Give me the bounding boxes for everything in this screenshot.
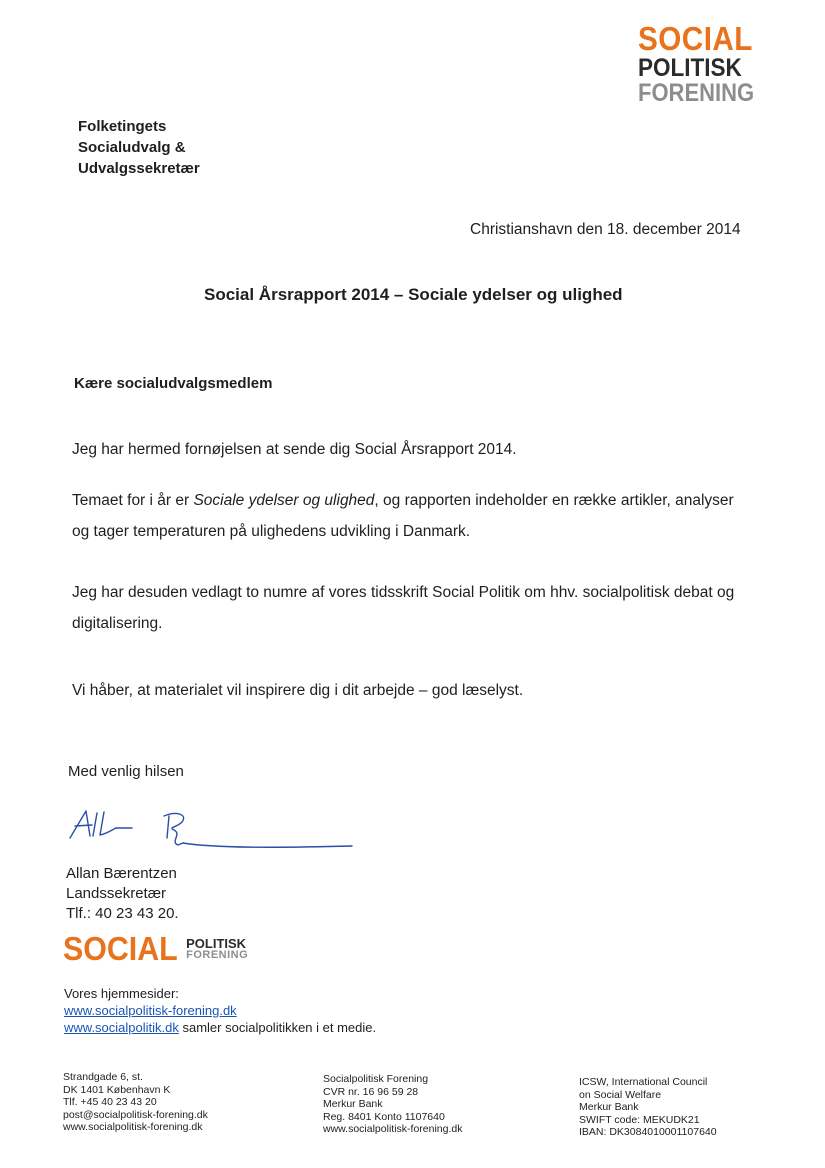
footer-line: IBAN: DK3084010001107640 [579, 1126, 717, 1138]
logo-word-politisk: POLITISK [638, 54, 742, 82]
body-paragraph-2 [72, 485, 752, 547]
footer-line: Socialpolitisk Forening [323, 1073, 429, 1085]
logo-subtitle [186, 937, 248, 961]
footer-company-column [323, 1073, 462, 1136]
logo-word-social: SOCIAL [638, 20, 753, 57]
footer-line: Tlf. +45 40 23 43 20 [63, 1096, 157, 1108]
website-link-socialpolitik[interactable]: www.socialpolitik.dk [64, 1020, 179, 1035]
recipient-line: Udvalgssekretær [78, 160, 200, 177]
handwritten-signature [64, 808, 359, 860]
footer-line: www.socialpolitisk-forening.dk [323, 1123, 463, 1135]
signer-phone: Tlf.: 40 23 43 20. [66, 905, 179, 922]
paragraph-text: Temaet for i år er [72, 492, 194, 509]
closing: Med venlig hilsen [68, 763, 184, 780]
logo-word-forening: FORENING [638, 79, 755, 107]
logo-word-social: SOCIAL [63, 930, 178, 967]
report-theme-italic: Sociale ydelser og ulighed [193, 492, 375, 509]
organization-logo-top [638, 22, 758, 106]
logo-word-politisk: POLITISK [186, 936, 247, 951]
body-paragraph-1: Jeg har hermed fornøjelsen at sende dig Social Årsrapport 2014. [72, 441, 517, 458]
website-link-forening[interactable]: www.socialpolitisk-forening.dk [64, 1003, 237, 1018]
recipient-line: Folketingets [78, 118, 167, 135]
paragraph-text: , og rapporten indeholder en række artikler, analyser og tager temperaturen på ulighedens udvikling i Danmark. [72, 492, 734, 540]
body-paragraph-4: Vi håber, at materialet vil inspirere dig i dit arbejde – god læselyst. [72, 682, 524, 699]
website-row-1 [64, 1002, 376, 1019]
footer-line: post@socialpolitisk-forening.dk [63, 1108, 208, 1121]
footer-line: DK 1401 København K [63, 1083, 171, 1096]
recipient-address [78, 116, 200, 179]
footer-line: on Social Welfare [579, 1088, 662, 1101]
footer-line: Reg. 8401 Konto 1107640 [323, 1110, 445, 1123]
logo-word-forening: FORENING [186, 949, 249, 961]
footer-icsw-column [579, 1076, 717, 1139]
footer-line: www.socialpolitisk-forening.dk [63, 1121, 203, 1133]
website-row-2 [64, 1019, 376, 1036]
letter-subject: Social Årsrapport 2014 – Sociale ydelser og ulighed [204, 285, 623, 304]
organization-logo-inline [63, 932, 248, 965]
footer-line: Strandgade 6, st. [63, 1071, 143, 1083]
websites-heading: Vores hjemmesider: [64, 986, 179, 1001]
signer-block [66, 864, 179, 924]
signer-name: Allan Bærentzen [66, 865, 177, 882]
body-paragraph-3: Jeg har desuden vedlagt to numre af vores tidsskrift Social Politik om hhv. socialpolitisk debat og digitalisering. [72, 584, 735, 632]
footer-line: ICSW, International Council [579, 1076, 708, 1088]
footer-line: SWIFT code: MEKUDK21 [579, 1113, 700, 1126]
website-description: samler socialpolitikken i et medie. [178, 1020, 377, 1035]
footer-line: Merkur Bank [323, 1098, 383, 1110]
salutation: Kære socialudvalgsmedlem [74, 375, 273, 392]
letter-date: Christianshavn den 18. december 2014 [470, 221, 741, 238]
footer-address-column [63, 1071, 208, 1134]
websites-block [64, 985, 376, 1036]
footer-line: Merkur Bank [579, 1101, 639, 1113]
signer-title: Landssekretær [66, 885, 167, 902]
footer-line: CVR nr. 16 96 59 28 [323, 1085, 419, 1098]
recipient-line: Socialudvalg & [78, 139, 186, 156]
